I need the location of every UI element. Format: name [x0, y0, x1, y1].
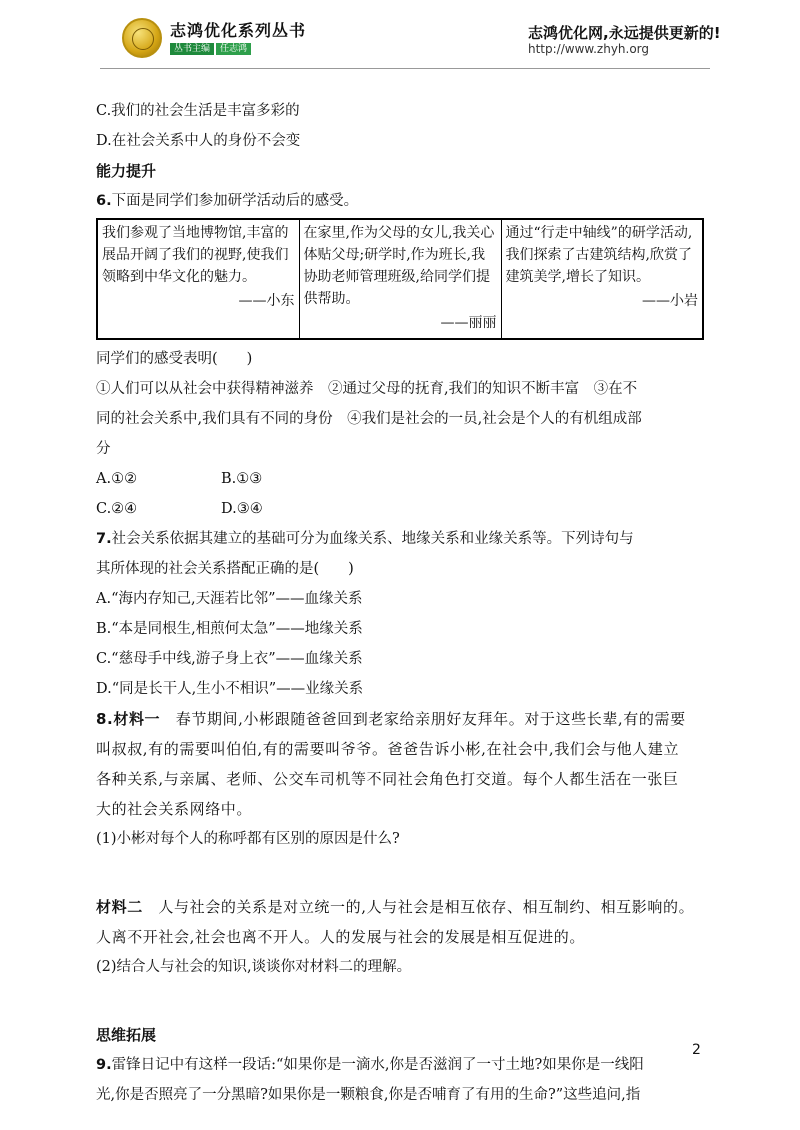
q6-number: 6. — [96, 193, 112, 209]
header-divider — [100, 68, 710, 69]
q6-stem — [96, 186, 716, 216]
q6-cell-lili — [299, 219, 501, 339]
q7-stem-cont: 其所体现的社会关系搭配正确的是( ) — [96, 561, 354, 577]
q8-material-2 — [96, 892, 716, 922]
q6-cell-signature: ——小东 — [238, 293, 295, 309]
q7-option-a: A.“海内存知己,天涯若比邻”——血缘关系 — [96, 591, 363, 607]
q6-items-line: ①人们可以从社会中获得精神滋养 ②通过父母的抚育,我们的知识不断丰富 ③在不 — [96, 381, 638, 397]
q8-sub-question-1: (1)小彬对每个人的称呼都有区别的原因是什么? — [96, 831, 400, 847]
q6-options-row — [96, 464, 716, 494]
q6-ask: 同学们的感受表明( ) — [96, 351, 253, 367]
q6-option-d: D.③④ — [221, 501, 263, 517]
q6-cell-text: 在家里,作为父母的女儿,我关心体贴父母;研学时,作为班长,我协助老师管理班级,给同学们提供帮助。 — [303, 225, 495, 307]
q6-option-c: C.②④ — [96, 501, 138, 517]
page-number: 2 — [692, 1042, 701, 1058]
q8-material-2-label: 材料二 — [96, 898, 143, 916]
q7-stem — [96, 524, 716, 554]
q6-option-a: A.①② — [96, 471, 138, 487]
site-url[interactable]: http://www.zhyh.org — [528, 42, 650, 56]
q6-cell-text: 我们参观了当地博物馆,丰富的展品开阔了我们的视野,使我们领略到中华文化的魅力。 — [102, 225, 289, 285]
section-ability: 能力提升 — [96, 162, 157, 180]
q5-option-d: D.在社会关系中人的身份不会变 — [96, 133, 301, 149]
q9-stem — [96, 1050, 716, 1080]
q9-stem-cont: 光,你是否照亮了一分黑暗?如果你是一颗粮食,你是否哺育了有用的生命?”这些追问,指 — [96, 1087, 641, 1103]
q7-option-d: D.“同是长干人,生小不相识”——业缘关系 — [96, 681, 364, 697]
q8-sub-question-2: (2)结合人与社会的知识,谈谈你对材料二的理解。 — [96, 959, 412, 975]
q8-material-text: 人与社会的关系是对立统一的,人与社会是相互依存、相互制约、相互影响的。 — [142, 898, 695, 916]
q6-table — [96, 218, 704, 340]
q6-items-line: 分 — [96, 441, 111, 457]
q6-option-b: B.①③ — [221, 471, 263, 487]
q6-cell-signature: ——丽丽 — [440, 315, 497, 331]
q9-number: 9. — [96, 1057, 112, 1073]
q6-cell-text: 通过“行走中轴线”的研学活动,我们探索了古建筑结构,欣赏了建筑美学,增长了知识。 — [505, 225, 693, 285]
q8-material-text: 各种关系,与亲属、老师、公交车司机等不同社会角色打交道。每个人都生活在一张巨 — [96, 770, 679, 788]
q8-number: 8. — [96, 710, 114, 728]
q8-material-1-label: 材料一 — [113, 710, 161, 728]
editor-name: 任志鸿 — [216, 43, 251, 55]
editor-label: 丛书主编 — [170, 43, 214, 55]
q7-stem-text: 社会关系依据其建立的基础可分为血缘关系、地缘关系和业缘关系等。下列诗句与 — [111, 531, 634, 547]
series-title: 志鸿优化系列丛书 — [170, 21, 307, 40]
q6-cell-xiaoyan — [501, 219, 703, 339]
publisher-logo-icon — [122, 18, 162, 58]
q6-cell-xiaodong — [97, 219, 299, 339]
q7-option-b: B.“本是同根生,相煎何太急”——地缘关系 — [96, 621, 363, 637]
answer-space — [96, 854, 716, 892]
q6-cell-signature: ——小岩 — [642, 293, 698, 309]
q7-option-c: C.“慈母手中线,游子身上衣”——血缘关系 — [96, 651, 363, 667]
q6-options-row — [96, 494, 716, 524]
section-thinking: 思维拓展 — [96, 1026, 157, 1044]
q5-option-c: C.我们的社会生活是丰富多彩的 — [96, 103, 300, 119]
q8-material-text: 人离不开社会,社会也离不开人。人的发展与社会的发展是相互促进的。 — [96, 928, 585, 946]
q7-number: 7. — [96, 531, 112, 547]
q8-material-1 — [96, 704, 716, 734]
q6-stem-text: 下面是同学们参加研学活动后的感受。 — [111, 193, 359, 209]
page-content — [96, 96, 716, 1110]
q8-material-text: 叫叔叔,有的需要叫伯伯,有的需要叫爷爷。爸爸告诉小彬,在社会中,我们会与他人建立 — [96, 740, 680, 758]
q6-items-line: 同的社会关系中,我们具有不同的身份 ④我们是社会的一员,社会是个人的有机组成部 — [96, 411, 642, 427]
answer-space — [96, 982, 716, 1020]
q8-material-text: 大的社会关系网络中。 — [96, 800, 253, 818]
q9-stem-text: 雷锋日记中有这样一段话:“如果你是一滴水,你是否滋润了一寸土地?如果你是一线阳 — [111, 1057, 644, 1073]
editor-tag — [170, 41, 251, 54]
page-header — [0, 0, 800, 70]
site-slogan: 志鸿优化网,永远提供更新的! — [528, 24, 721, 42]
q8-material-text: 春节期间,小彬跟随爸爸回到老家给亲朋好友拜年。对于这些长辈,有的需要 — [160, 710, 686, 728]
